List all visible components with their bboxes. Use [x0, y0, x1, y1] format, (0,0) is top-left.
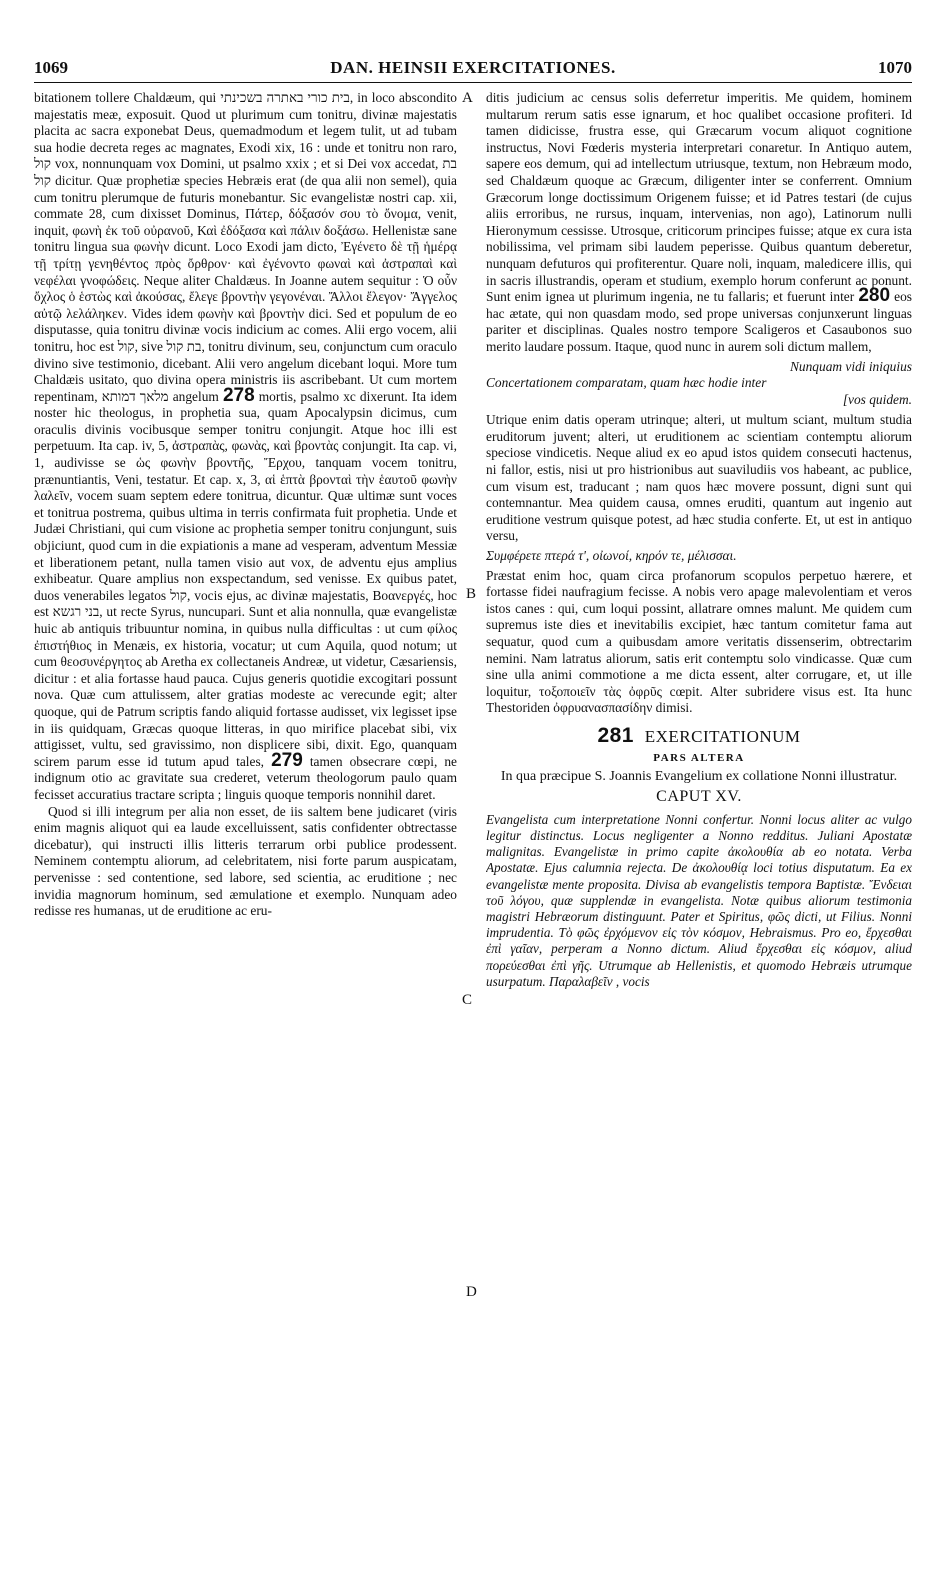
left-text-1b: mortis, psalmo xc dixerunt. Ita idem noster hic theologus, in prophetia sua, quam Apocalypsin dicimus, cum oraculis divinis vocibusque semper tonitru conjungit. Atque hoc illi est perpetuum. Ita cap. iv, 5, ἀστραπὰς, φωνὰς, καὶ βροντὰς conjungit. Ita cap. vi, 1, audivisse se ὡς φωνὴν βροντῆς, Ἔρχου, tanquam vocem tonitru, prænuntiantis, Veni, testatur. Et cap. x, 3, αἱ ἑπτὰ βρονταὶ τὴν ἑαυτοῦ φωνὴν λαλεῖν, vocem suam septem edere tonitrua, dicuntur. Quæ ultimæ sunt voces et tonitrua postrema, quibus ultima in terris confirmata fuit prophetia. Unde et Judæi Christiani, qui cum visione ac prophetia semper tonitru conjungunt, suis objiciunt, quod cum in die expiationis a mane ad vesperam, adventum Messiæ et liberationem petant, nulla tamen visio aut vox, de adventu ejus amplius exhibeatur. Quare amplius non exspectandum, sed venisse. Ex quibus patet, duos venerabiles legatos קול, vocis ejus, ac divinæ majestatis, Βοανεργές, hoc est בני רגשא, ut recte Syrus, nuncupari. Sunt et alia nonnulla, quæ evangelistæ huic ab antiquis tribuuntur nomina, in quibus nulla difficultas : ut cum φίλος ἐπιστήθιος in Menæis, ex historia, vocatur; ut cum Aquila, quod notum; ut cum θεοσυνέργητος ab Aretha ex collectaneis Andreæ, ut videtur, Cæsariensis, dicitur : et alia fortasse haud pauca. Cujus generis quotidie excogitari possunt nova. Quæ cum attulissem, alter gratias modeste ac verecunde egit; alter quoque, qui de Patrum scriptis fando aliquid fortasse audisset, vix legisset ipse in iis quidquam, Græcas quoque litteras, in quo mirifice placebat sibi, vix attigisset, vultu, sed gravissimo, non displicere sibi, dixit. Ego, quanquam scirem parum esse id tutum apud tales,: [34, 388, 457, 769]
section-title: [486, 723, 912, 747]
running-title: DAN. HEINSII EXERCITATIONES.: [330, 58, 616, 77]
page-number-right: 1070: [878, 58, 912, 77]
chapter-summary: Evangelista cum interpretatione Nonni confertur. Nonni locus aliter ac vulgo legitur distinctus. Locus negligenter a Nonno redditus. Juliani Apostatæ malignitas. Evangelistæ in primo capite ἀκολουθία ab eo notata. Verba Apostatæ. Ejus calumnia rejecta. De ἀκολουθίᾳ loci totius disputatum. Ea ex evangelistæ mente proposita. Divisa ab evangelistis tempora Baptistæ. Ἔνδειαι τοῦ λόγου, quæ supplendæ in evangelista. Notæ quibus aliorum testimonia magistri Hebræorum distinguunt. Pater et Spiritus, φῶς dicti, ut Filius. Nonni imprudentia. Τὸ φῶς ἐρχόμενον εἰς τὸν κόσμον, Hebraismus. Pro eo, ἔρχεσθαι ἐπὶ γαῖαν, perperam a Nonno dictum. Aliud ἔρχεσθαι εἰς κόσμον, aliud πορεύεσθαι ἐπὶ γῆς. Utrumque ab Hellenistis, et quomodo Hebræis utrumque usurpatum. Παραλαβεῖν , vocis: [486, 811, 912, 989]
left-column: [34, 90, 457, 1560]
verse-line-3: [vos quidem.: [842, 391, 912, 407]
section-subtitle: In qua præcipue S. Joannis Evangelium ex collatione Nonni illustratur.: [500, 769, 898, 785]
page-number-left: 1069: [34, 58, 68, 77]
left-paragraph-2: Quod si illi integrum per alia non esset, de iis saltem bene judicaret (viris enim magnis aliquot qui ea laude excelluissent, satis confidenter obtrectasse dicebatur), qui instructi illis litteris terrarum orbi publice prodessent. Neminem contemptu aliorum, ad celebritatem, nisi forte parum auspicatam, pervenisse : sed contentione, sed labore, sed scientia, ac eruditione ; nec invidia magnorum hominum, sed æmulatione et exemplo. Nunquam adeo redisse res humanas, ut de eruditione ac eru-: [34, 803, 457, 919]
verse-line-2: Concertationem comparatam, quam hæc hodie inter: [486, 375, 767, 391]
margin-letter-c: C: [462, 992, 473, 1008]
left-text-1c: tamen obsecrare cœpi, ne indignum otio ac gravitate sua crederet, veterum theologorum paulo quam fecisset accuratius tractare scripta ; linguis quoque temporis nonnihil daret.: [34, 753, 457, 802]
page-marker-279: 279: [271, 749, 303, 771]
section-title-text: EXERCITATIONUM: [644, 726, 801, 746]
verse-line-1: Nunquam vidi iniquius: [789, 358, 912, 374]
right-column: [486, 90, 912, 1560]
right-paragraph-2: Utrique enim datis operam utrinque; alteri, ut multum sciant, multum studia eruditorum juvent; alteri, ut eruditionem ac scientiam contemptu aliorum speciose vindicetis. Neque aliud ex eo apud istos quidem consecuti hactenus, ni fallor, estis, nisi ut pro histrionibus aut suaviludiis vos habeant, ac publice, cum visum est, traducant ; nam quos hæc movere possunt, digni sunt qui contemnantur. Mea quidem causa, omnes eruditi, quantum aut ingenio aut eruditione vestrum quisque potest, ad hæc studia conferte. Et, ut est in antiquo versu,: [486, 412, 912, 544]
left-paragraph-1: [34, 90, 457, 804]
pars-altera: PARS ALTERA: [653, 751, 745, 764]
page-marker-278: 278: [222, 384, 255, 406]
right-text-1b: eos hac ætate, qui non quasdam modo, sed prope universas conjunxerunt linguas pariter et disciplinas. Quales nostro tempore Scaligeros et Casaubonos suo merito laudare possum. Itaque, quod nunc in aurem soli dictum mallem,: [486, 289, 912, 354]
right-paragraph-1: [486, 90, 912, 356]
margin-letter-b: B: [466, 586, 477, 602]
right-paragraph-3: Præstat enim hoc, quam circa profanorum scopulos perpetuo hærere, et fortasse fidei naufragium fecisse. A nobis vero apage malevolentiam et veros istos canes : qui, cum loqui possint, allatrare omnes malunt. Me quidem cum supremus iste dies et inevitabilis excipiet, hæc tantum comitetur fama aut sequatur, quod cum a quibusdam amore veritatis dissenserim, obtrectarim nemini. Nam latratus aliorum, satis erit contemptu solo vindicasse. Quæ cum sine ulla animi commotione a me dicta essent, alter corrugare, et, ut ille loquitur, τοξοποιεῖν τὰς ὀφρῦς cœpit. Alter subridere visus est. Ita hunc Thestoriden ὀφρυανασπασίδην dimisi.: [486, 567, 912, 716]
margin-letter-d: D: [466, 1284, 477, 1300]
right-text-1: ditis judicium ac census solis deferretur imperitis. Me quidem, hominem multarum rerum satis esse ignarum, et hoc qualibet occasione profiteri. Id tamen didicisse, frustra esse, qui Græcarum vocum aliquot cognitione instructus, Novi Fœderis mysteria interpretari conaretur. In Antiquo autem, sapere eos demum, qui ad intellectum utriusque, textum, non Hebræum modo, sed Chaldæum quoque ac Græcum, diligenter inter se conferrent. Omnium Græcorum longe doctissimum Origenem fuisse; et id Patres testari (de cujus aliis erroribus, ne rursus, inquam, intervenias, non ago), Latinorum nulli Hieronymum cessisse. Utrosque, criticorum principes fuisse; atque ex cura ista nobilissima, vel primam sibi laudem peperisse. Quibus quantum deberetur, nunquam defuturos qui profiterentur. Quare noli, inquam, maledicere illis, qui in sacris illustrandis, operam et studium, exemplo horum conferunt ac ponunt. Sunt enim ignea ut plurimum ingenia, ne tu fallaris; et fuerunt inter: [486, 90, 912, 305]
page-marker-281: 281: [597, 723, 634, 747]
greek-verse: Συμφέρετε πτερά τ', οἰωνοί, κηρόν τε, μέλισσαι.: [486, 548, 737, 564]
chapter-heading: CAPUT XV.: [656, 788, 742, 806]
margin-letter-a: A: [462, 90, 473, 106]
left-text-1: bitationem tollere Chaldæum, qui בית כורי באתרה בשכינתי, in loco abscondito majestatis meæ, exposuit. Quod ut plurimum cum tonitru, divinæ majestatis placita ac sacra exponebat Deus, quemadmodum et legem tulit, ut ad tubam sua hodie decreta reges ac magnates, Exodi xix, 16 : unde et tonitru non raro, קול vox, nonnunquam vox Domini, ut psalmo xxix ; et si Dei vox accedat, בת קול dicitur. Quæ prophetiæ species Hebræis erat (de qua alii non semel), quia cum tonitru plerumque de futuris monebantur. Sic evangelistæ nostri cap. xii, commate 28, cum dixisset Dominus, Πάτερ, δόξασόν σου τὸ ὄνομα, venit, inquit, φωνὴ ἐκ τοῦ οὐρανοῦ, Καὶ ἐδόξασα καὶ πάλιν δοξάσω. Hellenistæ sane tonitru lingua sua φωνὴν dicunt. Loco Exodi jam dicto, Ἐγένετο δὲ τῇ ἡμέρᾳ τῇ τρίτῃ γενηθέντος πρὸς ὄρθρον· καὶ ἐγένοντο φωναὶ καὶ ἀστραπαὶ καὶ νεφέλαι γνοφώδεις. Neque aliter Chaldæus. In Joanne autem sequitur : Ὁ οὖν ὄχλος ὁ ἑστὼς καὶ ἀκούσας, ἔλεγε βροντὴν γεγονέναι. Ἄλλοι ἔλεγον· Ἄγγελος αὐτῷ λελάληκεν. Vides idem φωνὴν καὶ βροντὴν dici. Sed et populum de eo disputasse, quia tonitru divinæ vocis indicium ac comes. Alii ergo vocem, alii tonitru, hoc est קול, sive בת קול, tonitru divinum, seu, conjunctum cum oraculo divino sive testimonio, dicebant. Alii vero angelum dicebant loqui. More tum Chaldæis usitato, quo divina opera ministris iis ascribebant. Ut cum mortem repentinam, מלאך דמותא angelum: [34, 90, 457, 404]
page-marker-280: 280: [858, 285, 891, 307]
running-header: [34, 58, 912, 83]
